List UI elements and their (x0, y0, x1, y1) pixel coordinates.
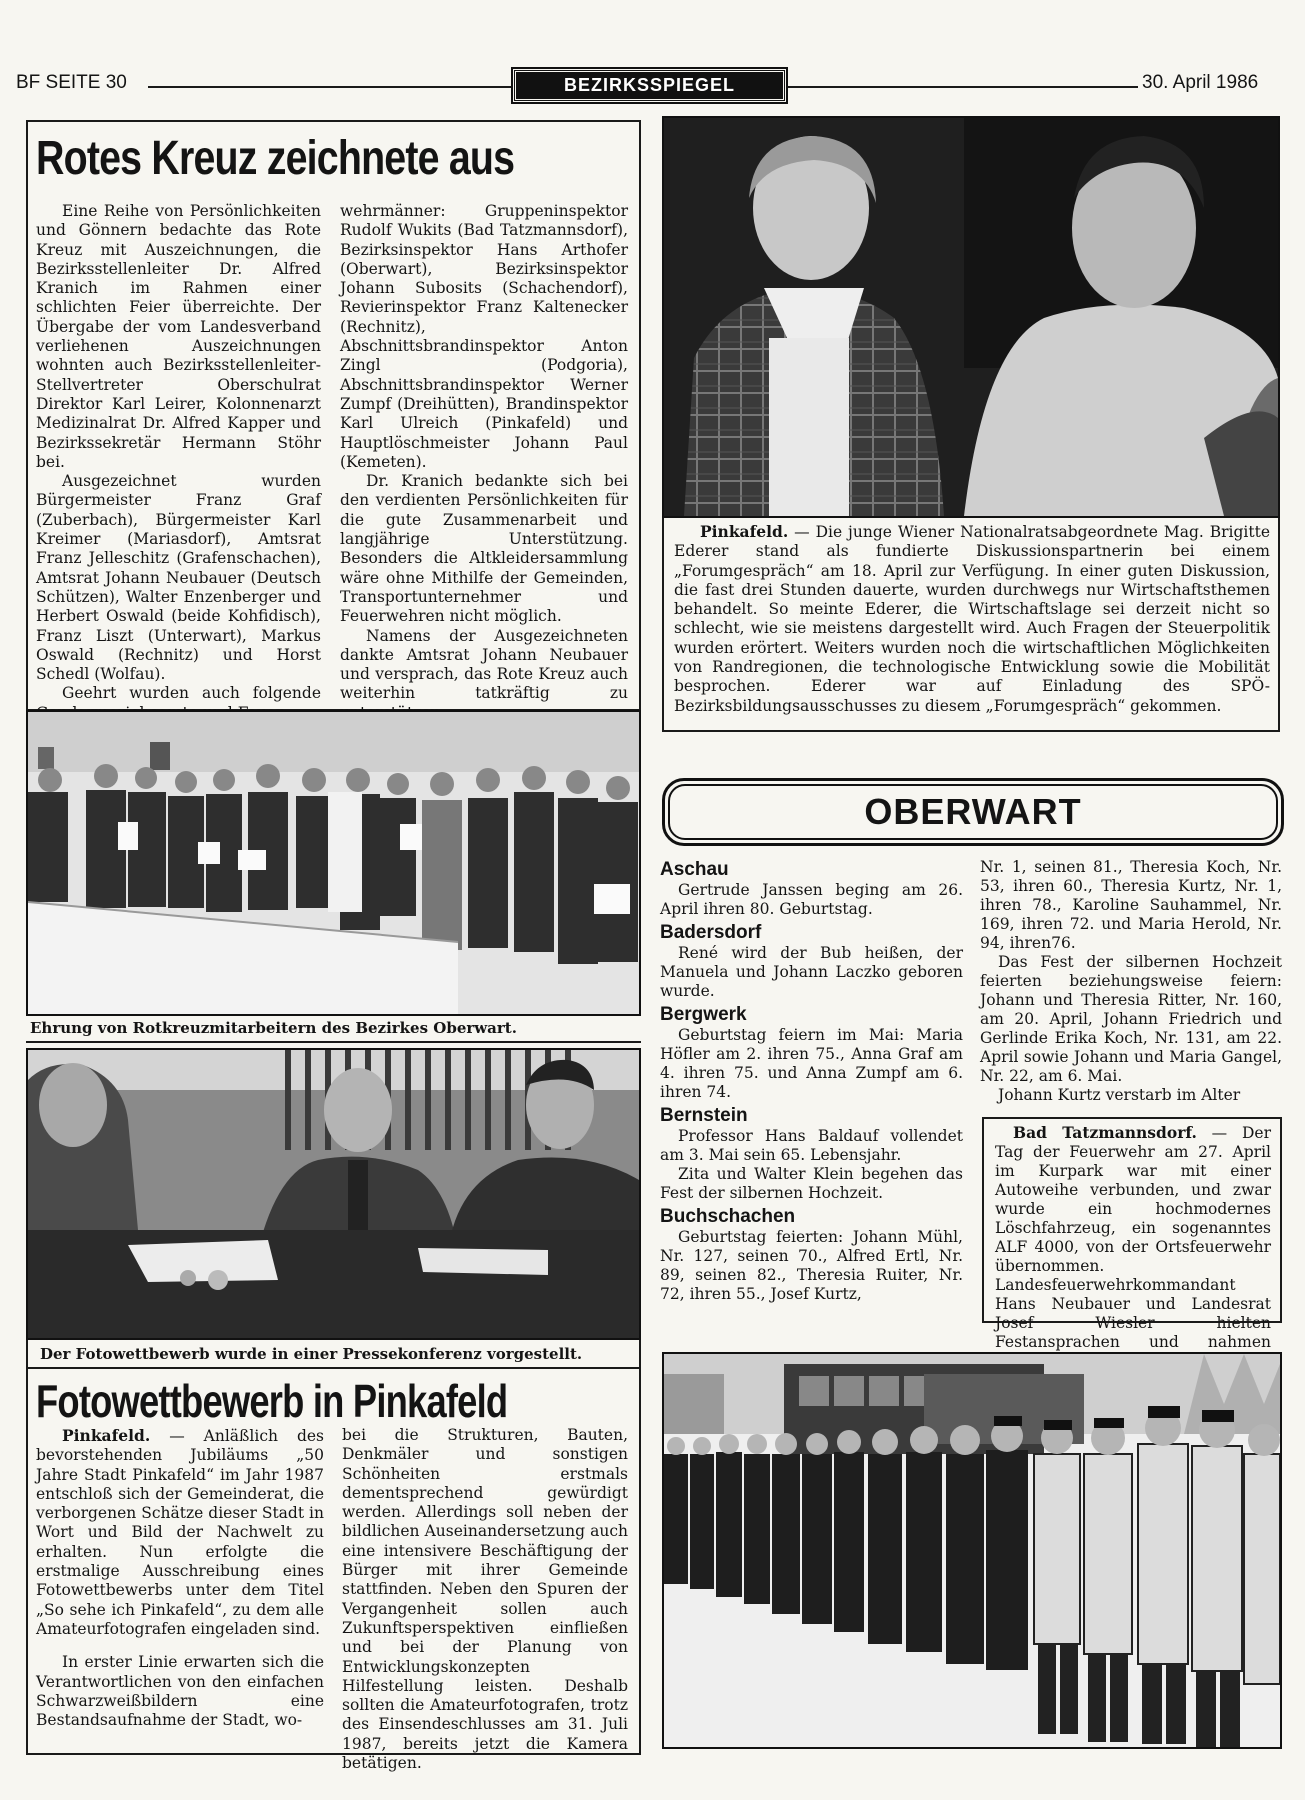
town-news: Zita und Walter Klein begehen das Fest der silbernen Hochzeit. (660, 1165, 963, 1202)
ederer-caption (674, 522, 1270, 716)
headline-fotowettbewerb: Fotowettbewerb in Pinkafeld (36, 1375, 508, 1427)
paragraph: — Anläßlich des bevorstehenden Jubiläums „50 Jahre Stadt Pinkafeld“ im Jahr 1987 entschloß sich der Gemeinderat, die verborgenen Schätze dieser Stadt in Wort und Bild der Nachwelt zu erhalten. Nun erfolgte die erstmalige Ausschreibung eines Fotowettbewerbs unter dem Titel „So sehe ich Pinkafeld“, zu dem alle Amateurfotografen eingeladen sind. (36, 1427, 324, 1638)
town-news: Gertrude Janssen beging am 26. April ihren 80. Geburtstag. (660, 881, 963, 918)
caption-text: — Die junge Wiener Nationalratsabgeordnete Mag. Brigitte Ederer stand als fundierte Diskussionspartnerin bei einem „Forumgespräch“ am 18. April zur Verfügung. In einer guten Diskussion, die fast drei Stunden dauerte, wurden durchwegs nur Wirtschaftsthemen behandelt. So meinte Ederer, die Wirtschaftslage sei derzeit nicht so schlecht, wie sie meistens dargestellt wird. Auch Fragen der Steuerpolitik wurden erörtert. Weiters wurden noch die wirtschaftlichen Möglichkeiten von Randregionen, die technologische Entwicklung sowie die Mobilität besprochen. Ederer war auf Einladung des SPÖ-Bezirksbildungsausschusses zu diesem „Forumgespräch“ gekommen. (674, 523, 1270, 715)
feuerwehr-text (995, 1123, 1271, 1371)
article-fotowettbewerb-col1 (36, 1426, 324, 1730)
box-text: — Der Tag der Feuerwehr am 27. April im Kurpark war mit einer Autoweihe verbunden, und zwar wurde ein hochmodernes Löschfahrzeug, ein sogenanntes ALF 4000, von der Ortsfeuerwehr übernommen. Landesfeuerwehrkommandant Hans Neubauer und Landesrat Josef Wiesler hielten Festansprachen und nahmen (995, 1124, 1271, 1351)
town-heading: Aschau (660, 859, 729, 880)
paragraph: bei die Strukturen, Bauten, Denkmäler und sonstigen Schönheiten erstmals dementsprechend gewürdigt werden. Allerdings soll neben der bildlichen Auseinandersetzung auch eine intensivere Beschäftigung der Bürger mit ihrer Gemeinde stattfinden. Neben den Spuren der Vergangenheit sollen auch Zukunftsperspektiven einfließen und bei der Planung von Entwicklungskonzepten Hilfestellung leisten. Deshalb sollten die Amateurfotografen, trotz des Einsendeschlusses am 31. Juli 1987, bereits jetzt die Kamera betätigen. (342, 1426, 628, 1773)
article-red-cross-col2 (340, 202, 628, 723)
header-rule-right (788, 86, 1138, 88)
oberwart-title: OBERWART (668, 784, 1278, 840)
photo-press-conference (26, 1048, 641, 1340)
photo-ederer-discussion (662, 116, 1280, 518)
paragraph: Geehrt wurden auch folgende (62, 684, 321, 703)
paragraph: Ausgezeichnet wurden Bürgermeister Franz Graf (Zuberbach), Bürgermeister Karl Kreimer (Mariasdorf), Amtsrat Franz Jelleschitz (Grafenschachen), Amtsrat Johann Neubauer (Deutsch Schützen), Walter Enzenberger und Herbert Oswald (beide Kohfidisch), Franz Liszt (Unterwart), Markus Oswald (Rechnitz) und Horst Schedl (Wolfau). (36, 472, 321, 684)
article-red-cross-col1 (36, 202, 321, 723)
town-heading: Badersdorf (660, 922, 762, 943)
town-heading: Bernstein (660, 1105, 748, 1126)
paragraph: Johann Kurtz verstarb im Alter (998, 1086, 1241, 1104)
town-news: Geburtstag feierten: Johann Mühl, Nr. 127, seinen 70., Alfred Ertl, Nr. 89, seinen 82., Theresia Ruiter, Nr. 72, ihren 55., Josef Kurtz, (660, 1228, 963, 1303)
town-news: Professor Hans Baldauf vollendet am 3. Mai sein 65. Lebensjahr. (660, 1127, 963, 1164)
paragraph: Namens der Ausgezeichneten dankte Amtsrat Johann Neubauer und versprach, das Rote Kreuz auch weiterhin tatkräftig zu (340, 626, 628, 703)
caption-rule (26, 1041, 641, 1043)
oberwart-col2 (980, 858, 1282, 1105)
town-heading: Bergwerk (660, 1004, 747, 1025)
town-news: Geburtstag feiern im Mai: Maria Höfler am 2. ihren 75., Anna Graf am 4. ihren 75. und Anna Zumpf am 6. ihren 74. (660, 1026, 963, 1101)
caption-red-cross: Ehrung von Rotkreuzmitarbeitern des Bezirkes Oberwart. (30, 1019, 517, 1037)
page-number: BF SEITE 30 (16, 72, 127, 93)
town-news: René wird der Bub heißen, der Manuela und Johann Laczko geboren wurde. (660, 944, 963, 1000)
caption-press-conference: Der Fotowettbewerb wurde in einer Pressekonferenz vorgestellt. (40, 1345, 583, 1363)
paragraph: Eine Reihe von Persönlichkeiten und Gönnern bedachte das Rote Kreuz mit Auszeichnungen, die Bezirksstellenleiter Dr. Alfred Kranich im Rahmen einer schlichten Feier überreichte. Der Übergabe der vom Landesverband verliehenen Auszeichnungen wohnten auch Bezirksstellenleiter-Stellvertreter Oberschulrat Direktor Karl Leirer, Kolonnenarzt Medizinalrat Dr. Alfred Kapper und Bezirkssekretär Hermann Stöhr bei. (36, 202, 321, 471)
caption-place: Pinkafeld. (700, 522, 789, 541)
paragraph: Dr. Kranich bedankte sich bei den verdienten Persönlichkeiten für die gute Zusammenarbeit und langjährige Unterstützung. Besonders die Altkleidersammlung wäre ohne Mithilfe der Gemeinden, Transportunternehmer und Feuerwehren nicht möglich. (340, 472, 628, 626)
paragraph: wehrmänner: Gruppeninspektor Rudolf Wukits (Bad Tatzmannsdorf), Bezirksinspektor Hans Arthofer (Oberwart), Bezirksinspektor Johann Subosits (Schachendorf), Revierinspektor Franz Kaltenecker (Rechnitz), Abschnittsbrandinspektor Anton Zingl (Podgoria), Abschnittsbrandinspektor Werner Zumpf (Dreihütten), Brandinspektor Karl Ulreich (Pinkafeld) und Hauptlöschmeister Johann Paul (Kemeten). (340, 202, 628, 471)
town-heading: Buchschachen (660, 1206, 796, 1227)
article-fotowettbewerb-col2 (342, 1426, 628, 1773)
photo-red-cross-ceremony (26, 710, 641, 1016)
paragraph: Nr. 1, seinen 81., Theresia Koch, Nr. 53, ihren 60., Theresia Kurtz, Nr. 1, ihren 78., Karoline Sauhammel, Nr. 169, ihren 72. und Maria Herold, Nr. 94, ihren76. (980, 858, 1282, 952)
photo-fire-brigade (662, 1352, 1282, 1749)
oberwart-banner (662, 778, 1284, 846)
article2-top-rule (26, 1367, 641, 1369)
oberwart-col1 (660, 856, 963, 1304)
paragraph: Das Fest der silbernen Hochzeit feierten beziehungsweise feiern: Johann und Theresia Ritter, Nr. 160, am 20. April, Johann Friedrich und Gerlinde Erika Koch, Nr. 131, am 22. April sowie Johann und Maria Gangel, Nr. 22, am 6. Mai. (980, 953, 1282, 1085)
section-label: BEZIRKSSPIEGEL (513, 69, 786, 102)
issue-date: 30. April 1986 (1142, 72, 1259, 93)
article-place: Pinkafeld. (62, 1426, 151, 1445)
header-rule-left (148, 86, 512, 88)
headline-red-cross: Rotes Kreuz zeichnete aus (36, 132, 515, 185)
paragraph: In erster Linie erwarten sich die Verantwortlichen von den einfachen Schwarzweißbildern eine Bestandsaufnahme der Stadt, wo- (36, 1653, 324, 1730)
box-place: Bad Tatzmannsdorf. (1013, 1123, 1197, 1142)
